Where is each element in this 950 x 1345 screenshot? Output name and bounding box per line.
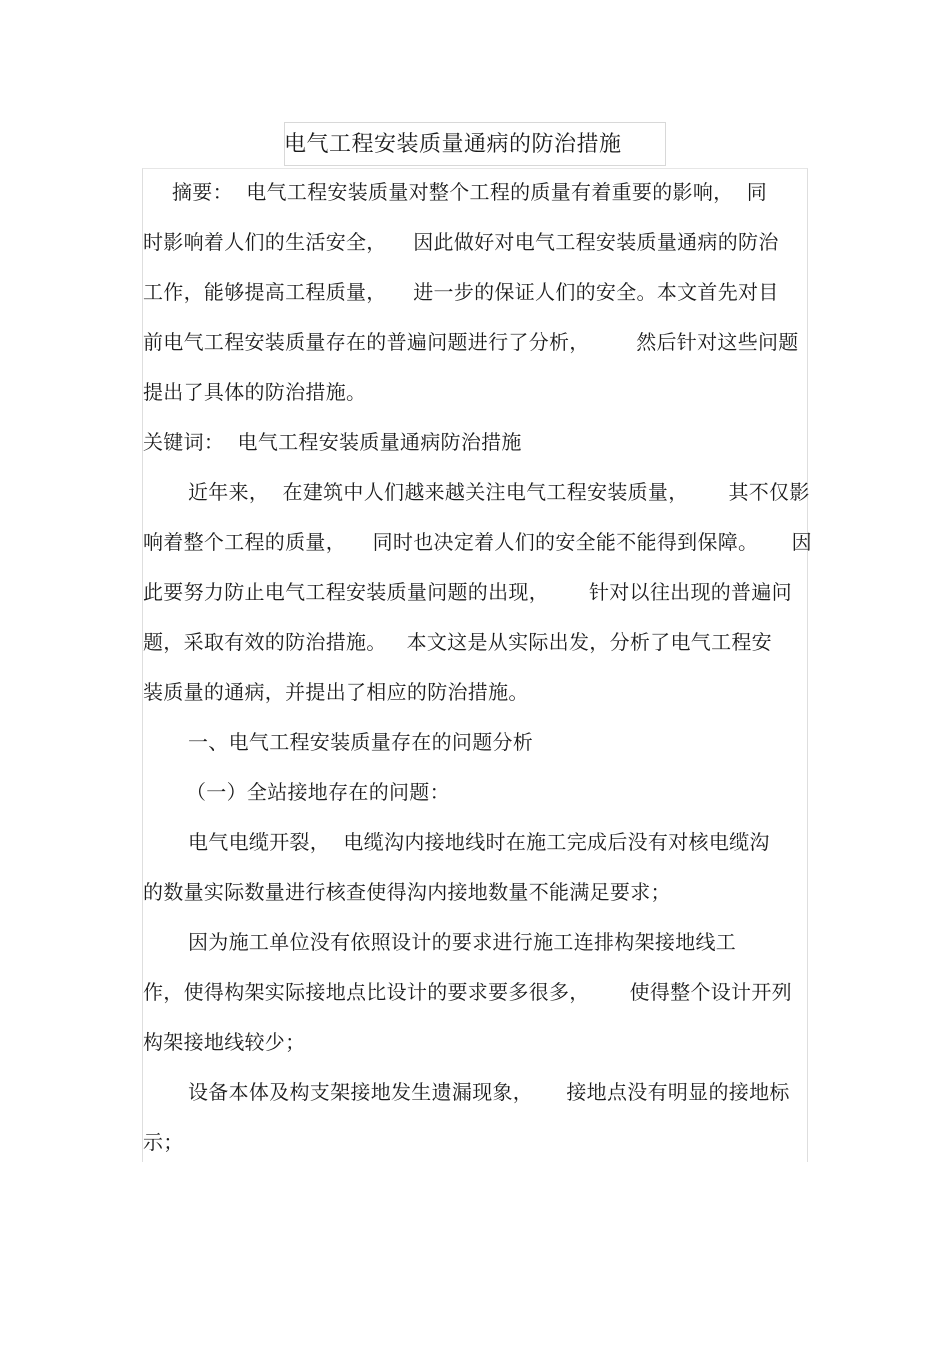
item-2-line-2: 作，使得构架实际接地点比设计的要求要多很多， 使得整个设计开列 — [143, 980, 792, 1004]
intro-line-3: 此要努力防止电气工程安装质量问题的出现， 针对以往出现的普遍问 — [143, 580, 792, 604]
section-heading: 一、电气工程安装质量存在的问题分析 — [188, 730, 534, 754]
intro-line-4: 题，采取有效的防治措施。 本文这是从实际出发，分析了电气工程安 — [143, 630, 772, 654]
intro-line-5: 装质量的通病，并提出了相应的防治措施。 — [143, 680, 529, 704]
item-3-line-2: 示； — [143, 1130, 184, 1154]
subsection-heading: （一）全站接地存在的问题： — [186, 780, 450, 804]
intro-line-1: 近年来， 在建筑中人们越来越关注电气工程安装质量， 其不仅影 — [188, 480, 810, 504]
item-2-line-1: 因为施工单位没有依照设计的要求进行施工连排构架接地线工 — [188, 930, 737, 954]
abstract-line-2: 时影响着人们的生活安全， 因此做好对电气工程安装质量通病的防治 — [143, 230, 779, 254]
item-1-line-1: 电气电缆开裂， 电缆沟内接地线时在施工完成后没有对核电缆沟 — [188, 830, 770, 854]
page-title: 电气工程安装质量通病的防治措施 — [284, 132, 622, 157]
abstract-line-5: 提出了具体的防治措施。 — [143, 380, 367, 404]
abstract-line-4: 前电气工程安装质量存在的普遍问题进行了分析， 然后针对这些问题 — [143, 330, 799, 354]
abstract-line-3: 工作，能够提高工程质量， 进一步的保证人们的安全。本文首先对目 — [143, 280, 779, 304]
keywords-line: 关键词： 电气工程安装质量通病防治措施 — [143, 430, 522, 454]
item-2-line-3: 构架接地线较少； — [143, 1030, 306, 1054]
item-1-line-2: 的数量实际数量进行核查使得沟内接地数量不能满足要求； — [143, 880, 671, 904]
item-3-line-1: 设备本体及构支架接地发生遗漏现象， 接地点没有明显的接地标 — [188, 1080, 790, 1104]
abstract-line-1: 摘要： 电气工程安装质量对整个工程的质量有着重要的影响， 同 — [172, 180, 768, 204]
intro-line-2: 响着整个工程的质量， 同时也决定着人们的安全能不能得到保障。 因 — [143, 530, 812, 554]
body-frame — [142, 168, 808, 1162]
